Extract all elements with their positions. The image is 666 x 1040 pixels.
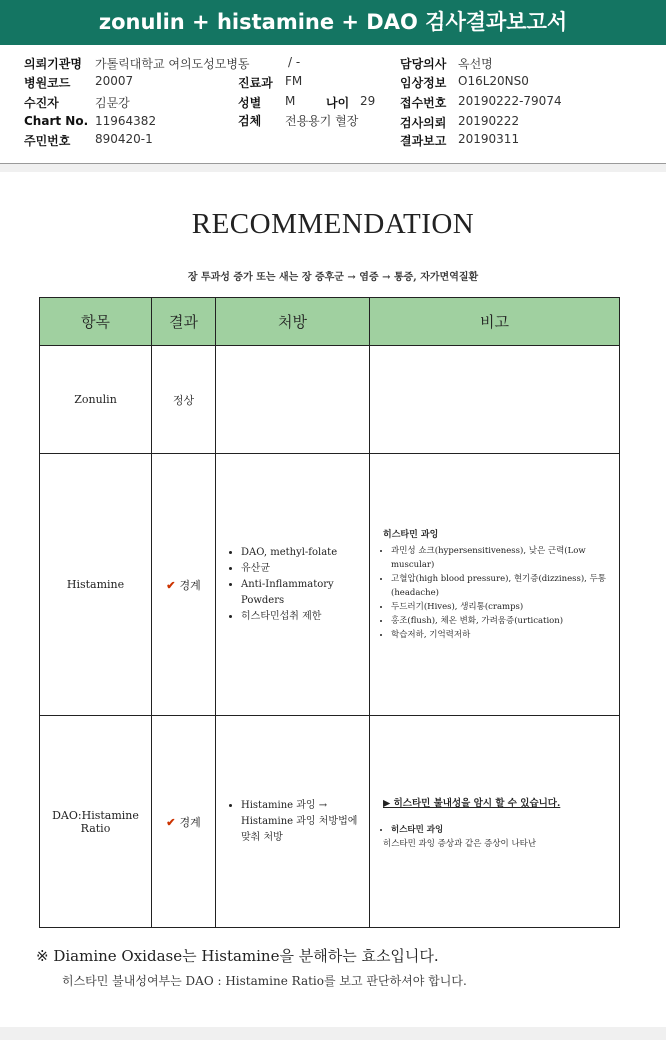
list-item: • 유산균: [241, 561, 368, 577]
item-zonulin: Zonulin: [40, 346, 152, 454]
list-item: • 히스타민 과잉: [391, 823, 618, 837]
result-value: 정상: [172, 393, 195, 407]
value-receipt-no: 20190222-79074: [458, 94, 562, 108]
result-value: 경계: [179, 815, 201, 829]
item-histamine: Histamine: [40, 454, 152, 716]
header-result: 결과: [152, 298, 216, 346]
label-institution: 의뢰기관명: [24, 57, 82, 71]
label-clinical-info: 임상정보: [400, 76, 447, 90]
result-histamine: [152, 454, 216, 716]
prescription-histamine: [216, 454, 370, 716]
value-ward: / -: [288, 55, 301, 69]
value-resident-no: 890420-1: [95, 132, 153, 146]
list-item: • 홍조(flush), 체온 변화, 가려움증(urtication): [391, 614, 618, 628]
list-item: • Histamine 과잉 → Histamine 과잉 처방법에 맞춰 처방: [241, 798, 368, 846]
label-patient: 수진자: [24, 96, 59, 110]
value-institution: 가톨릭대학교 여의도성모병동: [95, 57, 250, 71]
label-report-date: 결과보고: [400, 134, 447, 148]
recommendation-table: [39, 297, 620, 928]
note-text: 히스타민 과잉 증상과 같은 증상이 나타난: [383, 838, 537, 849]
report-title: zonulin + histamine + DAO 검사결과보고서: [0, 0, 666, 45]
value-chart-no: 11964382: [95, 114, 157, 128]
value-hospital-code: 20007: [95, 74, 134, 88]
list-item: • 과민성 쇼크(hypersensitiveness), 낮은 근력(Low muscular): [391, 544, 618, 572]
remarks-histamine: [370, 454, 620, 716]
value-age: 29: [360, 94, 376, 108]
result-dao-histamine-ratio: [152, 716, 216, 928]
label-request-date: 검사의뢰: [400, 116, 447, 130]
table-header-row: [40, 298, 620, 346]
list-item: • 히스타민섭취 제한: [241, 609, 368, 625]
label-resident-no: 주민번호: [24, 134, 71, 148]
page-separator-bottom: [0, 1027, 666, 1040]
recommendation-title: RECOMMENDATION: [191, 208, 475, 240]
prescription-dao-histamine-ratio: [216, 716, 370, 928]
list-item: • Anti-Inflammatory Powders: [241, 577, 368, 609]
label-receipt-no: 접수번호: [400, 96, 447, 110]
label-sex: 성별: [238, 96, 262, 110]
page-separator: [0, 164, 666, 172]
result-value: 경계: [179, 578, 201, 592]
list-item: • 학습저하, 기억력저하: [391, 628, 618, 642]
remarks-zonulin: [370, 346, 620, 454]
value-patient: 김문강: [95, 96, 130, 110]
header-remarks: 비고: [370, 298, 620, 346]
arrow-note: ▶ 히스타민 불내성을 암시 할 수 있습니다.: [383, 797, 561, 809]
value-request-date: 20190222: [458, 114, 520, 128]
header-prescription: 처방: [216, 298, 370, 346]
table-row: [40, 346, 620, 454]
label-age: 나이: [326, 96, 350, 110]
list-item: • 고혈압(high blood pressure), 현기증(dizziness), 두통(headache): [391, 572, 618, 600]
label-specimen: 검체: [238, 114, 262, 128]
list-item: • DAO, methyl-folate: [241, 545, 368, 561]
result-zonulin: [152, 346, 216, 454]
remarks-dao-histamine-ratio: [370, 716, 620, 928]
value-report-date: 20190311: [458, 132, 520, 146]
prescription-zonulin: [216, 346, 370, 454]
checkmark-icon: ✔: [166, 578, 176, 592]
label-hospital-code: 병원코드: [24, 76, 71, 90]
label-chart-no: Chart No.: [24, 114, 89, 128]
value-specimen: 전용용기 혈장: [285, 114, 359, 128]
report-header: [0, 45, 666, 164]
table-row: [40, 454, 620, 716]
footnote-line-1: ※ Diamine Oxidase는 Histamine을 분해하는 효소입니다.: [36, 947, 439, 965]
checkmark-icon: ✔: [166, 815, 176, 829]
footnote-line-2: 히스타민 불내성여부는 DAO : Histamine Ratio를 보고 판단하셔야 합니다.: [62, 974, 467, 988]
value-dept: FM: [285, 74, 303, 88]
label-dept: 진료과: [238, 76, 273, 90]
item-dao-histamine-ratio: DAO:Histamine Ratio: [40, 716, 152, 928]
list-item: • 두드러기(Hives), 생리통(cramps): [391, 600, 618, 614]
header-item: 항목: [40, 298, 152, 346]
recommendation-subtitle: 장 투과성 증가 또는 새는 장 증후군 → 염증 → 통증, 자가면역질환: [187, 272, 479, 283]
note-title: 히스타민 과잉: [383, 530, 439, 540]
value-sex: M: [285, 94, 296, 108]
value-clinical-info: O16L20NS0: [458, 74, 529, 88]
label-doctor: 담당의사: [400, 57, 447, 71]
value-doctor: 옥선명: [458, 57, 493, 71]
table-row: [40, 716, 620, 928]
